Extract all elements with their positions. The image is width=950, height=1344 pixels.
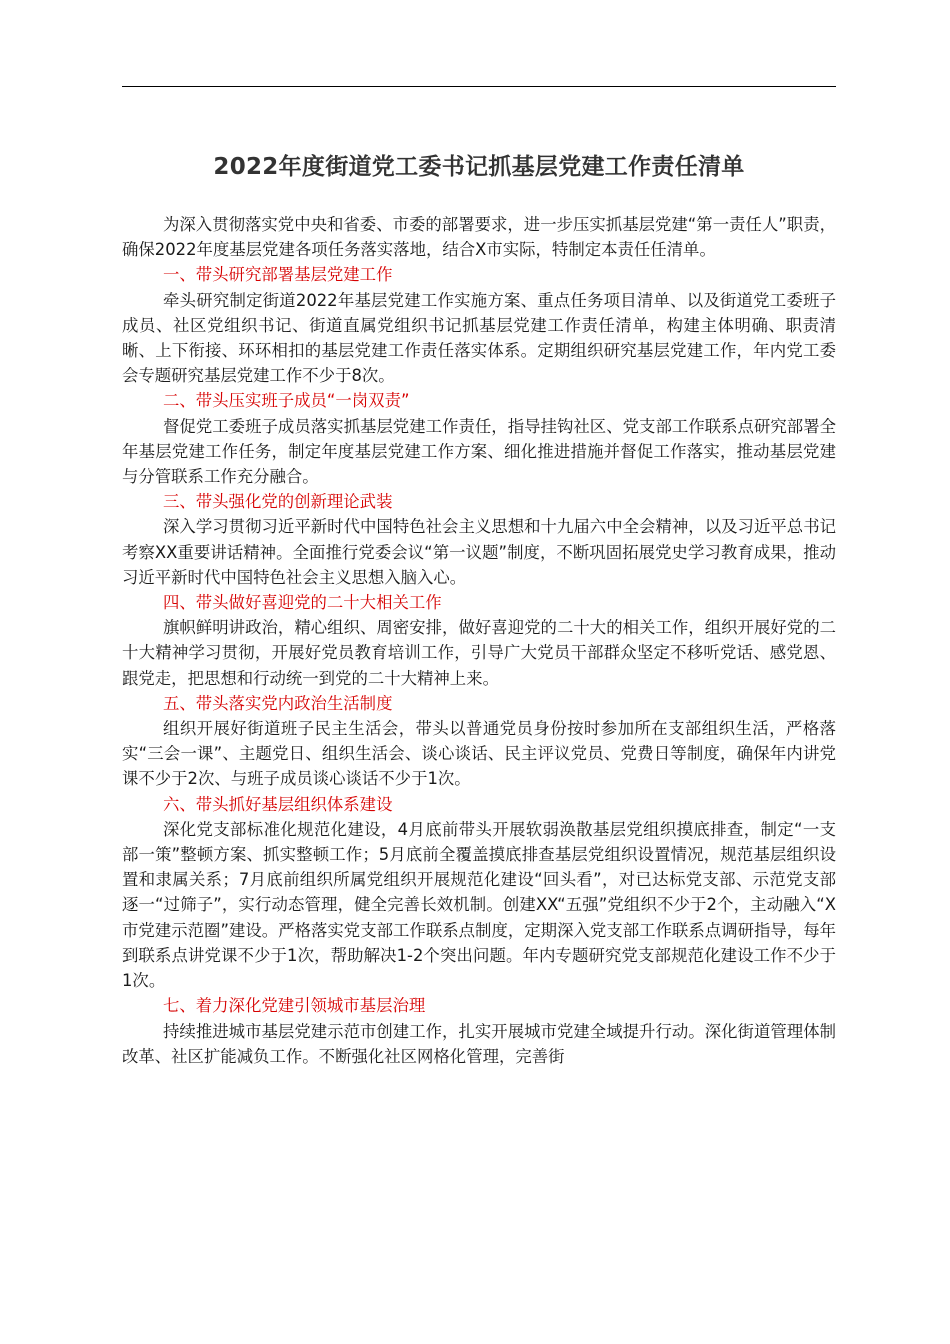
section-heading-5: 五、带头落实党内政治生活制度 bbox=[163, 693, 393, 713]
section-body-7: 持续推进城市基层党建示范市创建工作，扎实开展城市党建全域提升行动。深化街道管理体制改革、社区扩能减负工作。不断强化社区网格化管理，完善街 bbox=[122, 1021, 836, 1066]
section-body-6: 深化党支部标准化规范化建设，4月底前带头开展软弱涣散基层党组织摸底排查，制定“一支部一策”整顿方案、抓实整顿工作；5月底前全覆盖摸底排查基层党组织设置情况，规范基层组织设置和隶属关系；7月底前组织所属党组织开展规范化建设“回头看”，对已达标党支部、示范党支部逐一“过筛子”，实行动态管理，健全完善长效机制。创建XX“五强”党组织不少于2个，主动融入“X市党建示范圈”建设。严格落实党支部工作联系点制度，定期深入党支部工作联系点调研指导，每年到联系点讲党课不少于1次，帮助解决1-2个突出问题。年内专题研究党支部规范化建设工作不少于1次。 bbox=[122, 819, 836, 991]
intro-paragraph: 为深入贯彻落实党中央和省委、市委的部署要求，进一步压实抓基层党建“第一责任人”职责，确保2022年度基层党建各项任务落实落地，结合X市实际，特制定本责任任清单。 bbox=[122, 215, 836, 260]
document-body bbox=[122, 212, 836, 1069]
section-body-4: 旗帜鲜明讲政治，精心组织、周密安排，做好喜迎党的二十大的相关工作，组织开展好党的二十大精神学习贯彻，开展好党员教育培训工作，引导广大党员干部群众坚定不移听党话、感党恩、跟党走，把思想和行动统一到党的二十大精神上来。 bbox=[122, 618, 836, 688]
section-heading-2: 二、带头压实班子成员“一岗双责” bbox=[163, 391, 410, 411]
section-body-1: 牵头研究制定街道2022年基层党建工作实施方案、重点任务项目清单、以及街道党工委班子成员、社区党组织书记、街道直属党组织书记抓基层党建工作责任清单，构建主体明确、职责清晰、上下衔接、环环相扣的基层党建工作责任落实体系。定期组织研究基层党建工作，年内党工委会专题研究基层党建工作不少于8次。 bbox=[122, 290, 836, 386]
section-heading-1: 一、带头研究部署基层党建工作 bbox=[163, 265, 393, 285]
section-body-3: 深入学习贯彻习近平新时代中国特色社会主义思想和十九届六中全会精神，以及习近平总书记考察XX重要讲话精神。全面推行党委会议“第一议题”制度，不断巩固拓展党史学习教育成果，推动习近平新时代中国特色社会主义思想入脑入心。 bbox=[122, 517, 836, 587]
section-body-2: 督促党工委班子成员落实抓基层党建工作责任，指导挂钩社区、党支部工作联系点研究部署全年基层党建工作任务，制定年度基层党建工作方案、细化推进措施并督促工作落实，推动基层党建与分管联系工作充分融合。 bbox=[122, 416, 836, 487]
section-heading-3: 三、带头强化党的创新理论武装 bbox=[163, 492, 393, 512]
section-heading-7: 七、着力深化党建引领城市基层治理 bbox=[163, 996, 426, 1016]
section-heading-6: 六、带头抓好基层组织体系建设 bbox=[163, 794, 393, 814]
document-title: 2022年度街道党工委书记抓基层党建工作责任清单 bbox=[213, 154, 745, 180]
section-heading-4: 四、带头做好喜迎党的二十大相关工作 bbox=[163, 593, 442, 613]
header-rule bbox=[122, 86, 836, 87]
section-body-5: 组织开展好街道班子民主生活会，带头以普通党员身份按时参加所在支部组织生活，严格落实“三会一课”、主题党日、组织生活会、谈心谈话、民主评议党员、党费日等制度，确保年内讲党课不少于2次、与班子成员谈心谈话不少于1次。 bbox=[122, 719, 836, 789]
